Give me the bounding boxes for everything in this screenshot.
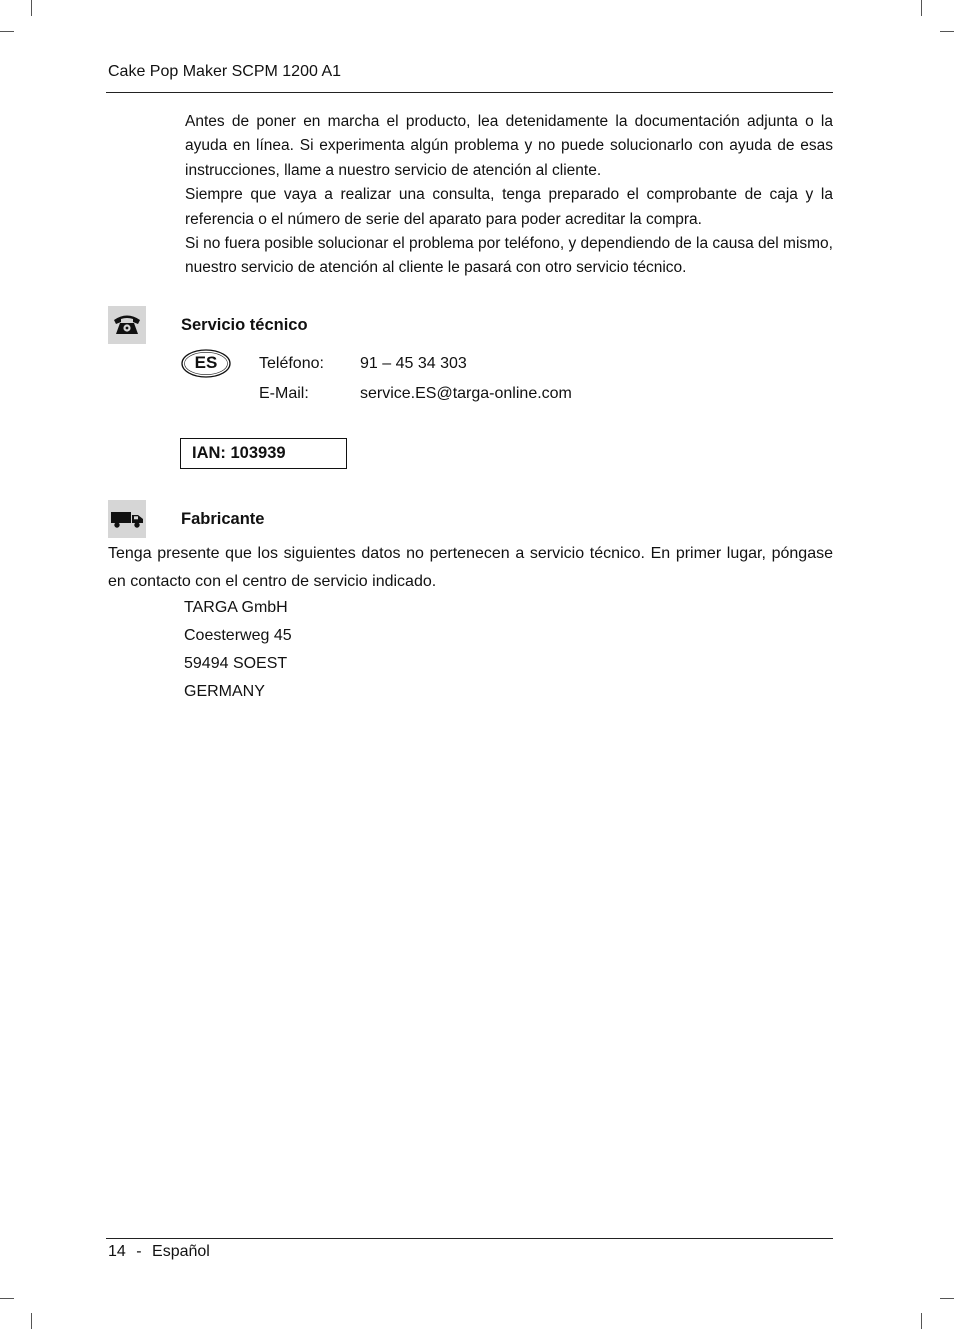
intro-text bbox=[185, 110, 833, 281]
phone-value: 91 – 45 34 303 bbox=[360, 355, 467, 372]
page-footer bbox=[108, 1243, 210, 1261]
crop-mark-bottom-left bbox=[31, 1313, 32, 1329]
manufacturer-title: Fabricante bbox=[181, 510, 265, 528]
address-line: GERMANY bbox=[184, 683, 265, 700]
telephone-icon bbox=[108, 306, 146, 344]
email-value: service.ES@targa-online.com bbox=[360, 385, 572, 402]
page-number: 14 bbox=[108, 1243, 126, 1260]
service-title: Servicio técnico bbox=[181, 316, 308, 334]
crop-mark-bottom-right bbox=[921, 1313, 922, 1329]
truck-icon bbox=[108, 500, 146, 538]
page-header-title: Cake Pop Maker SCPM 1200 A1 bbox=[108, 63, 342, 80]
manufacturer-note: Tenga presente que los siguientes datos no pertenecen a servicio técnico. En primer lugar, póngase en contacto con el centro de servicio indicado. bbox=[108, 545, 833, 590]
crop-mark-top-right-h bbox=[940, 31, 954, 32]
address-line: Coesterweg 45 bbox=[184, 627, 292, 644]
crop-mark-bottom-left-h bbox=[0, 1298, 14, 1299]
header-rule bbox=[106, 92, 833, 93]
address-line: 59494 SOEST bbox=[184, 655, 288, 672]
footer-language: Español bbox=[152, 1243, 210, 1260]
country-badge-es bbox=[181, 349, 231, 378]
ian-box bbox=[180, 438, 347, 469]
crop-mark-bottom-right-h bbox=[940, 1298, 954, 1299]
country-badge-label: ES bbox=[194, 353, 218, 372]
crop-mark-top-left bbox=[31, 0, 32, 16]
footer-separator: - bbox=[136, 1243, 142, 1260]
intro-paragraph: Antes de poner en marcha el producto, lea detenidamente la documentación adjunta o la ayuda en línea. Si experimenta algún problema y no puede solucionarlo con ayuda de esas instrucciones, llame a nuestro servicio de atención al cliente. bbox=[185, 113, 833, 179]
footer-rule bbox=[106, 1238, 833, 1239]
crop-mark-top-right bbox=[921, 0, 922, 16]
email-label: E-Mail: bbox=[259, 385, 309, 402]
ian-label: IAN: 103939 bbox=[192, 444, 286, 462]
address-line: TARGA GmbH bbox=[184, 599, 288, 616]
intro-paragraph: Si no fuera posible solucionar el problema por teléfono, y dependiendo de la causa del mismo, nuestro servicio de atención al cliente le pasará con otro servicio técnico. bbox=[185, 235, 833, 277]
phone-label: Teléfono: bbox=[259, 355, 324, 372]
crop-mark-top-left-h bbox=[0, 31, 14, 32]
intro-paragraph: Siempre que vaya a realizar una consulta, tenga preparado el comprobante de caja y la referencia o el número de serie del aparato para poder acreditar la compra. bbox=[185, 186, 833, 228]
